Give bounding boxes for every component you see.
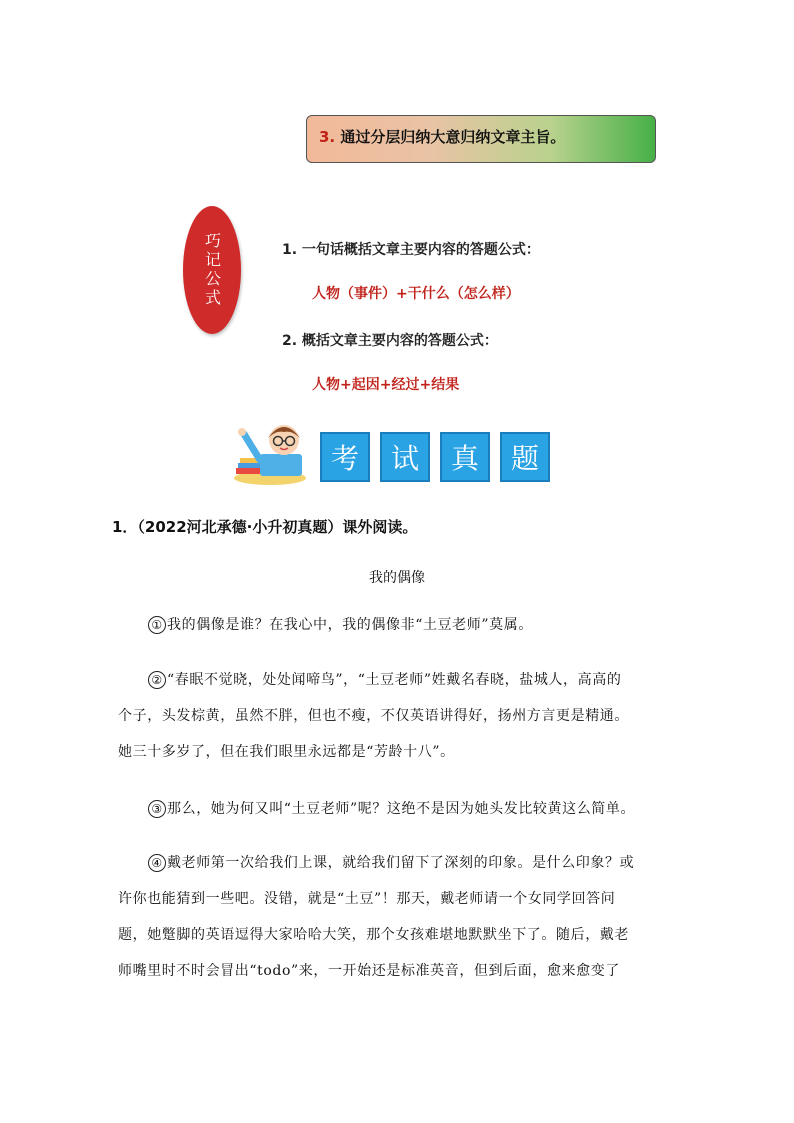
paragraph-line: 她三十多岁了，但在我们眼里永远都是“芳龄十八”。 xyxy=(118,744,455,760)
exam-section-header xyxy=(230,420,560,490)
paragraph-line: 师嘴里时不时会冒出“todo”来，一开始还是标准英音，但到后面，愈来愈变了 xyxy=(118,963,620,979)
paragraph-number: ② xyxy=(148,671,166,689)
student-illustration-icon xyxy=(230,420,314,486)
tip-badge xyxy=(183,206,241,334)
formula-1-title: 1. 一句话概括文章主要内容的答题公式： xyxy=(282,242,540,258)
paragraph-4 xyxy=(118,845,688,989)
tip-label: 巧记公式 xyxy=(202,232,222,308)
passage-title: 我的偶像 xyxy=(369,570,425,586)
header-char-2: 试 xyxy=(380,432,430,482)
paragraph-line: “春眠不觉晓，处处闻啼鸟”，“土豆老师”姓戴名春晓，盐城人，高高的 xyxy=(167,672,622,688)
paragraph-2 xyxy=(118,662,688,770)
paragraph-line: 个子，头发棕黄，虽然不胖，但也不瘦，不仅英语讲得好，扬州方言更是精通。 xyxy=(118,708,629,724)
paragraph-line: 那么，她为何又叫“土豆老师”呢？这绝不是因为她头发比较黄这么简单。 xyxy=(167,801,636,817)
paragraph-number: ③ xyxy=(148,800,166,818)
paragraph-line: 题，她蹩脚的英语逗得大家哈哈大笑，那个女孩难堪地默默坐下了。随后，戴老 xyxy=(118,927,629,943)
header-char-1: 考 xyxy=(320,432,370,482)
paragraph-1 xyxy=(148,607,688,643)
banner-label: 通过分层归纳大意归纳文章主旨。 xyxy=(340,128,566,146)
topic-banner xyxy=(306,115,656,163)
paragraph-3 xyxy=(148,791,688,827)
paragraph-number: ④ xyxy=(148,854,166,872)
formula-2-title: 2. 概括文章主要内容的答题公式： xyxy=(282,333,498,349)
header-char-3: 真 xyxy=(440,432,490,482)
paragraph-line: 我的偶像是谁？在我心中，我的偶像非“土豆老师”莫属。 xyxy=(167,617,533,633)
paragraph-number: ① xyxy=(148,616,166,634)
paragraph-line: 戴老师第一次给我们上课，就给我们留下了深刻的印象。是什么印象？或 xyxy=(167,855,635,871)
paragraph-line: 许你也能猜到一些吧。没错，就是“土豆”！那天，戴老师请一个女同学回答问 xyxy=(118,891,616,907)
formula-1-text: 人物（事件）+干什么（怎么样） xyxy=(312,286,520,302)
formula-2-text: 人物+起因+经过+结果 xyxy=(312,377,460,393)
question-title: 1．（2022河北承德·小升初真题）课外阅读。 xyxy=(112,518,418,536)
header-char-4: 题 xyxy=(500,432,550,482)
banner-number: 3. xyxy=(319,128,336,146)
banner-text xyxy=(319,126,565,147)
